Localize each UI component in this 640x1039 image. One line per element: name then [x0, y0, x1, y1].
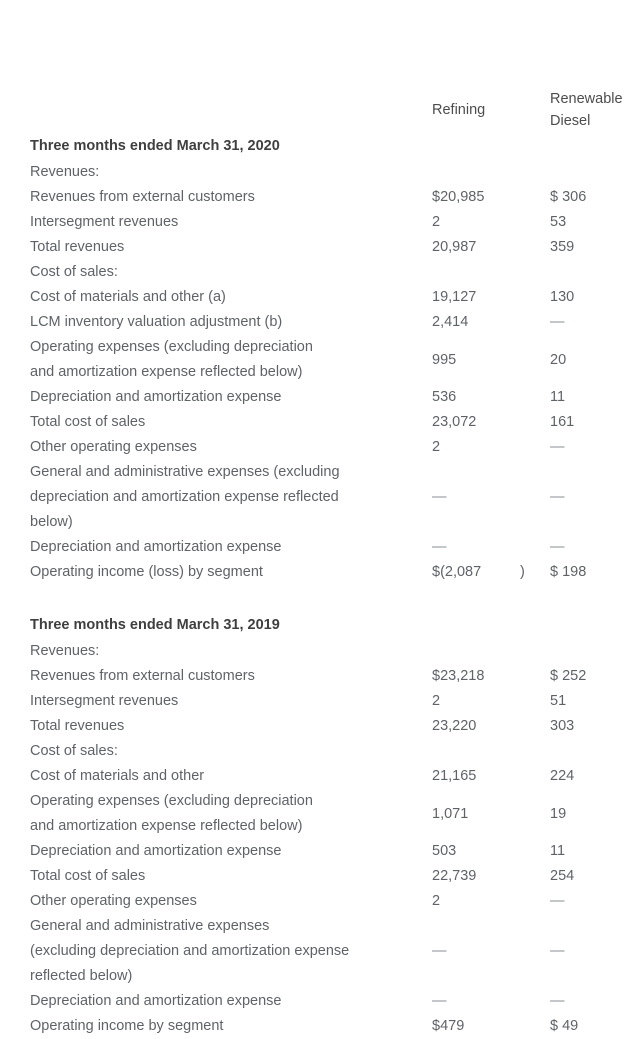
row-value-paren	[520, 285, 542, 310]
row-value-paren	[520, 739, 542, 764]
section-title-renewable	[542, 132, 640, 160]
row-value-renewable-diesel: $ 49	[550, 1018, 579, 1034]
section-title-row	[0, 132, 640, 160]
table-body	[0, 132, 640, 1039]
row-value-refining: $479	[432, 1018, 465, 1034]
section-title-row	[0, 611, 640, 639]
row-value-refining: 503	[432, 843, 457, 859]
row-label: Total cost of sales	[30, 414, 146, 430]
column-header-renewable-diesel	[542, 88, 640, 132]
row-value-refining: 23,220	[432, 718, 477, 734]
row-value-refining: 2	[432, 214, 441, 230]
table-row	[0, 1014, 640, 1039]
table-row	[0, 914, 640, 989]
row-label: Total revenues	[30, 718, 125, 734]
row-value-refining: 23,072	[432, 414, 477, 430]
section-title-paren	[520, 132, 542, 160]
row-label-line: depreciation and amortization expense reflected	[30, 489, 339, 505]
row-value-renewable-diesel: 130	[550, 289, 575, 305]
section-title-refining	[424, 611, 520, 639]
row-value-renewable-diesel: 359	[550, 239, 575, 255]
row-value-refining: 536	[432, 389, 457, 405]
row-value-renewable-diesel: 303	[550, 718, 575, 734]
row-value-refining: 1,071	[432, 805, 469, 822]
row-label: Depreciation and amortization expense	[30, 843, 282, 859]
row-value-renewable-diesel	[542, 260, 640, 285]
row-value-refining: $(2,087	[432, 564, 482, 580]
row-label: Cost of materials and other (a)	[30, 289, 226, 305]
row-value-paren	[520, 764, 542, 789]
table-row	[0, 789, 640, 839]
row-value-renewable-diesel	[542, 889, 640, 914]
table-row	[0, 689, 640, 714]
value-dash: —	[550, 539, 565, 555]
row-value-paren	[520, 260, 542, 285]
row-value-renewable-diesel: 254	[550, 868, 575, 884]
row-value-renewable-diesel	[542, 435, 640, 460]
table-row	[0, 335, 640, 385]
row-value-refining	[424, 535, 520, 560]
row-value-renewable-diesel: $ 306	[550, 189, 587, 205]
value-dash: —	[550, 439, 565, 455]
row-value-renewable-diesel	[542, 639, 640, 664]
table-row	[0, 410, 640, 435]
value-dash: —	[550, 314, 565, 330]
table-row	[0, 160, 640, 185]
table-row	[0, 385, 640, 410]
row-value-refining: 2	[432, 693, 441, 709]
table-header	[0, 0, 640, 132]
table-row	[0, 210, 640, 235]
row-value-paren	[520, 914, 542, 989]
row-label: Operating income by segment	[30, 1018, 224, 1034]
row-value-renewable-diesel: $ 198	[550, 564, 587, 580]
table-row	[0, 260, 640, 285]
row-value-refining	[424, 460, 520, 535]
row-value-paren	[520, 410, 542, 435]
value-dash: —	[550, 993, 565, 1009]
row-label: Total cost of sales	[30, 868, 146, 884]
row-value-renewable-diesel: 11	[550, 843, 566, 859]
row-value-refining: 22,739	[432, 868, 477, 884]
column-header-refining: Refining	[432, 102, 486, 118]
table-row	[0, 764, 640, 789]
row-value-paren	[520, 435, 542, 460]
row-label: LCM inventory valuation adjustment (b)	[30, 314, 283, 330]
row-value-renewable-diesel: 161	[550, 414, 575, 430]
row-value-renewable-diesel: 51	[550, 693, 567, 709]
section-spacer-cell	[0, 585, 640, 611]
row-label: Revenues:	[30, 164, 100, 180]
row-label-line: General and administrative expenses	[30, 918, 270, 934]
row-value-refining	[424, 639, 520, 664]
row-value-paren	[520, 535, 542, 560]
table-row	[0, 535, 640, 560]
table-row	[0, 664, 640, 689]
row-value-paren	[520, 335, 542, 385]
row-label: Depreciation and amortization expense	[30, 389, 282, 405]
row-value-refining: $23,218	[432, 668, 485, 684]
section-title-paren	[520, 611, 542, 639]
table-row	[0, 989, 640, 1014]
row-value-paren	[520, 889, 542, 914]
table-row	[0, 185, 640, 210]
column-header-row	[0, 88, 640, 132]
row-value-paren	[520, 460, 542, 535]
row-value-paren	[520, 664, 542, 689]
row-value-renewable-diesel: 53	[550, 214, 567, 230]
row-value-paren	[520, 864, 542, 889]
table-row	[0, 435, 640, 460]
row-value-paren	[520, 714, 542, 739]
row-value-renewable-diesel	[542, 914, 640, 989]
value-dash: —	[550, 489, 565, 505]
header-top-spacer	[0, 0, 640, 88]
row-label-line: (excluding depreciation and amortization expense	[30, 943, 350, 959]
row-value-refining	[424, 160, 520, 185]
row-label: Other operating expenses	[30, 439, 197, 455]
row-value-refining	[424, 260, 520, 285]
row-value-renewable-diesel	[542, 460, 640, 535]
column-header-paren-spacer	[520, 88, 542, 132]
value-dash: —	[550, 893, 565, 909]
section-title: Three months ended March 31, 2020	[30, 138, 280, 154]
row-label: Depreciation and amortization expense	[30, 539, 282, 555]
row-value-renewable-diesel	[542, 310, 640, 335]
table-row	[0, 714, 640, 739]
row-value-paren: )	[520, 564, 525, 580]
row-value-refining: 2	[432, 439, 441, 455]
row-label-line: Operating expenses (excluding depreciation	[30, 339, 313, 355]
column-header-label	[0, 88, 424, 132]
value-dash: —	[432, 943, 447, 959]
row-value-renewable-diesel	[542, 535, 640, 560]
row-label: Cost of sales:	[30, 264, 118, 280]
row-value-paren	[520, 839, 542, 864]
row-value-renewable-diesel: 11	[550, 389, 566, 405]
row-value-refining	[424, 914, 520, 989]
row-label-line: Operating expenses (excluding depreciation	[30, 793, 313, 809]
row-value-paren	[520, 210, 542, 235]
section-title-renewable	[542, 611, 640, 639]
value-dash: —	[550, 943, 565, 959]
row-value-paren	[520, 989, 542, 1014]
value-dash: —	[432, 539, 447, 555]
row-value-paren	[520, 235, 542, 260]
row-value-paren	[520, 789, 542, 839]
row-label: Cost of sales:	[30, 743, 118, 759]
table-row	[0, 739, 640, 764]
row-value-refining: 19,127	[432, 289, 477, 305]
row-value-renewable-diesel: $ 252	[550, 668, 587, 684]
row-label: Cost of materials and other	[30, 768, 205, 784]
table-row	[0, 285, 640, 310]
table-row	[0, 460, 640, 535]
row-value-refining: 2	[432, 893, 441, 909]
row-value-paren	[520, 385, 542, 410]
table-row	[0, 639, 640, 664]
row-label: Revenues from external customers	[30, 668, 255, 684]
row-label: Revenues:	[30, 643, 100, 659]
table-row	[0, 864, 640, 889]
row-label	[0, 335, 424, 385]
row-value-paren	[520, 310, 542, 335]
row-value-renewable-diesel: 20	[550, 351, 567, 368]
column-header-renewable-diesel-line1: Renewable	[550, 91, 623, 107]
row-value-refining	[424, 989, 520, 1014]
table-row	[0, 839, 640, 864]
row-label-line: reflected below)	[30, 968, 133, 984]
row-label	[0, 789, 424, 839]
row-label: Depreciation and amortization expense	[30, 993, 282, 1009]
table-row	[0, 235, 640, 260]
row-label-line: and amortization expense reflected below)	[30, 364, 303, 380]
row-label: Total revenues	[30, 239, 125, 255]
row-value-paren	[520, 689, 542, 714]
value-dash: —	[432, 489, 447, 505]
row-label: Revenues from external customers	[30, 189, 255, 205]
row-value-renewable-diesel	[542, 160, 640, 185]
row-label	[0, 460, 424, 535]
row-value-paren	[520, 639, 542, 664]
column-header-renewable-diesel-line2: Diesel	[550, 113, 591, 129]
row-label: Operating income (loss) by segment	[30, 564, 263, 580]
value-dash: —	[432, 993, 447, 1009]
row-value-renewable-diesel: 19	[550, 805, 567, 822]
row-label-line: below)	[30, 514, 73, 530]
row-label	[0, 914, 424, 989]
row-value-renewable-diesel	[542, 739, 640, 764]
row-value-paren	[520, 160, 542, 185]
row-label: Intersegment revenues	[30, 214, 179, 230]
section-spacer	[0, 585, 640, 611]
table-row	[0, 560, 640, 585]
row-value-refining	[424, 739, 520, 764]
section-title: Three months ended March 31, 2019	[30, 617, 280, 633]
row-label: Other operating expenses	[30, 893, 197, 909]
row-value-refining: 21,165	[432, 768, 477, 784]
row-value-paren	[520, 185, 542, 210]
table-row	[0, 310, 640, 335]
row-value-refining: $20,985	[432, 189, 485, 205]
row-value-refining: 20,987	[432, 239, 477, 255]
row-label: Intersegment revenues	[30, 693, 179, 709]
row-label-line: and amortization expense reflected below)	[30, 818, 303, 834]
row-value-refining: 2,414	[432, 314, 469, 330]
row-value-renewable-diesel: 224	[550, 768, 575, 784]
row-value-paren	[520, 1014, 542, 1039]
section-title-refining	[424, 132, 520, 160]
row-value-renewable-diesel	[542, 989, 640, 1014]
row-value-refining: 995	[432, 351, 457, 368]
row-label-line: General and administrative expenses (excluding	[30, 464, 340, 480]
table-row	[0, 889, 640, 914]
